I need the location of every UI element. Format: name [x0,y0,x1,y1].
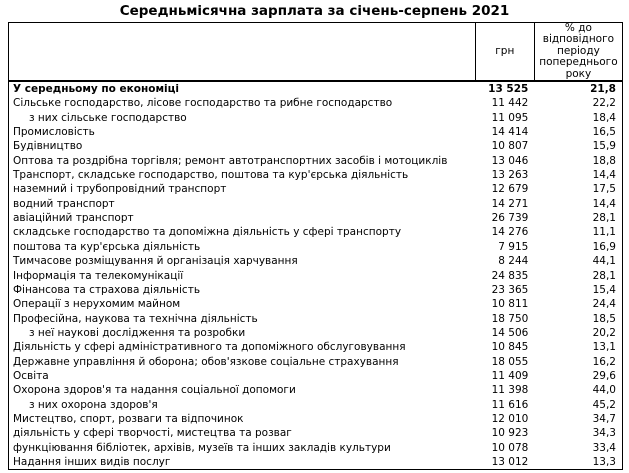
row-category: Промисловість [13,126,95,139]
row-percent-value: 22,2 [592,97,616,110]
row-percent-value: 34,3 [592,427,616,440]
row-percent-value: 13,1 [592,341,616,354]
row-percent-value: 18,8 [592,154,616,167]
row-category: У середньому по економіці [13,83,180,96]
row-category: з них сільське господарство [29,111,187,124]
row-category: складське господарство та допоміжна діяльність у сфері транспорту [13,226,402,239]
table-row [9,254,623,268]
row-percent-value: 18,5 [592,312,616,325]
row-percent-value: 15,4 [592,283,616,296]
row-category: Оптова та роздрібна торгівля; ремонт автотранспортних засобів і мотоциклів [13,154,448,167]
table-row [9,154,623,168]
row-category: поштова та кур'єрська діяльність [13,240,201,253]
table-row [9,125,623,139]
row-uah-value: 14 276 [491,226,529,239]
row-uah-value: 8 244 [498,255,529,268]
table-row [9,168,623,182]
row-uah-value: 13 046 [491,154,529,167]
row-uah-value: 11 442 [491,97,529,110]
table-row [9,355,623,369]
row-uah-value: 13 525 [488,83,529,96]
row-category: наземний і трубопровідний транспорт [13,183,227,196]
row-percent-value: 14,4 [592,169,616,182]
row-uah-value: 11 616 [491,398,529,411]
row-percent-value: 34,7 [592,412,616,425]
row-percent-value: 14,4 [592,197,616,210]
row-percent-value: 21,8 [590,83,616,96]
row-category: Тимчасове розміщування й організація харчування [13,255,298,268]
row-percent-value: 44,0 [592,384,616,397]
table-row [9,383,623,397]
header-uah: грн [475,23,534,82]
table-row [9,81,623,96]
table-row [9,139,623,153]
row-category: водний транспорт [13,197,115,210]
row-uah-value: 11 095 [491,111,529,124]
row-percent-value: 44,1 [592,255,616,268]
row-category: Сільське господарство, лісове господарство та рибне господарство [13,97,393,110]
table-body [9,81,623,470]
row-uah-value: 14 506 [491,326,529,339]
row-category: Охорона здоров'я та надання соціальної допомоги [13,384,296,397]
table-row [9,283,623,297]
table-row [9,412,623,426]
row-uah-value: 23 365 [491,283,529,296]
row-percent-value: 33,4 [592,441,616,454]
row-percent-value: 28,1 [592,212,616,225]
table-header-row [9,23,623,82]
row-uah-value: 13 263 [491,169,529,182]
row-category: Інформація та телекомунікації [13,269,184,282]
row-uah-value: 14 271 [491,197,529,210]
table-row [9,441,623,455]
table-row [9,182,623,196]
row-percent-value: 11,1 [592,226,616,239]
table-row [9,197,623,211]
row-uah-value: 18 750 [491,312,529,325]
table-row [9,297,623,311]
row-category: Діяльність у сфері адміністративного та допоміжного обслуговування [13,341,406,354]
row-uah-value: 24 835 [491,269,529,282]
row-percent-value: 13,3 [592,455,616,468]
row-uah-value: 11 409 [491,369,529,382]
row-uah-value: 12 010 [491,412,529,425]
salary-table [8,22,623,470]
row-uah-value: 10 811 [491,298,529,311]
row-percent-value: 20,2 [592,326,616,339]
row-percent-value: 16,5 [592,126,616,139]
table-row [9,426,623,440]
table-row [9,211,623,225]
row-category: авіаційний транспорт [13,212,134,225]
row-category: Фінансова та страхова діяльність [13,283,201,296]
row-category: Надання інших видів послуг [13,455,171,468]
table-row [9,455,623,470]
page-title: Середньмісячна зарплата за січень-серпень 2021 [119,3,510,19]
row-uah-value: 10 078 [491,441,529,454]
row-percent-value: 24,4 [592,298,616,311]
table-row [9,312,623,326]
row-uah-value: 10 807 [491,140,529,153]
table-row [9,398,623,412]
row-percent-value: 17,5 [592,183,616,196]
row-percent-value: 45,2 [592,398,616,411]
row-percent-value: 29,6 [592,369,616,382]
table-row [9,269,623,283]
table-row [9,111,623,125]
row-uah-value: 26 739 [491,212,529,225]
row-category: Будівництво [13,140,83,153]
row-uah-value: 14 414 [491,126,529,139]
row-category: з них охорона здоров'я [29,398,158,411]
table-row [9,326,623,340]
header-category [9,23,476,82]
row-category: Освіта [13,369,49,382]
row-uah-value: 10 923 [491,427,529,440]
row-category: з неї наукові дослідження та розробки [29,326,246,339]
row-percent-value: 18,4 [592,111,616,124]
table-row [9,369,623,383]
row-category: Транспорт, складське господарство, поштова та кур'єрська діяльність [13,169,409,182]
row-category: Професійна, наукова та технічна діяльність [13,312,258,325]
table-row [9,340,623,354]
row-uah-value: 13 012 [491,455,529,468]
row-uah-value: 10 845 [491,341,529,354]
row-category: діяльність у сфері творчості, мистецтва та розваг [13,427,292,440]
table-row [9,225,623,239]
row-category: Державне управління й оборона; обов'язкове соціальне страхування [13,355,399,368]
row-uah-value: 12 679 [491,183,529,196]
row-percent-value: 16,9 [592,240,616,253]
row-uah-value: 18 055 [491,355,529,368]
row-category: функціювання бібліотек, архівів, музеїв та інших закладів культури [13,441,391,454]
row-percent-value: 28,1 [592,269,616,282]
table-row [9,240,623,254]
row-uah-value: 11 398 [491,384,529,397]
row-uah-value: 7 915 [498,240,529,253]
row-category: Операції з нерухомим майном [13,298,181,311]
header-percent: % до відповідного періоду попереднього року [534,23,622,82]
row-percent-value: 15,9 [592,140,616,153]
table-row [9,96,623,110]
row-percent-value: 16,2 [592,355,616,368]
row-category: Мистецтво, спорт, розваги та відпочинок [13,412,244,425]
